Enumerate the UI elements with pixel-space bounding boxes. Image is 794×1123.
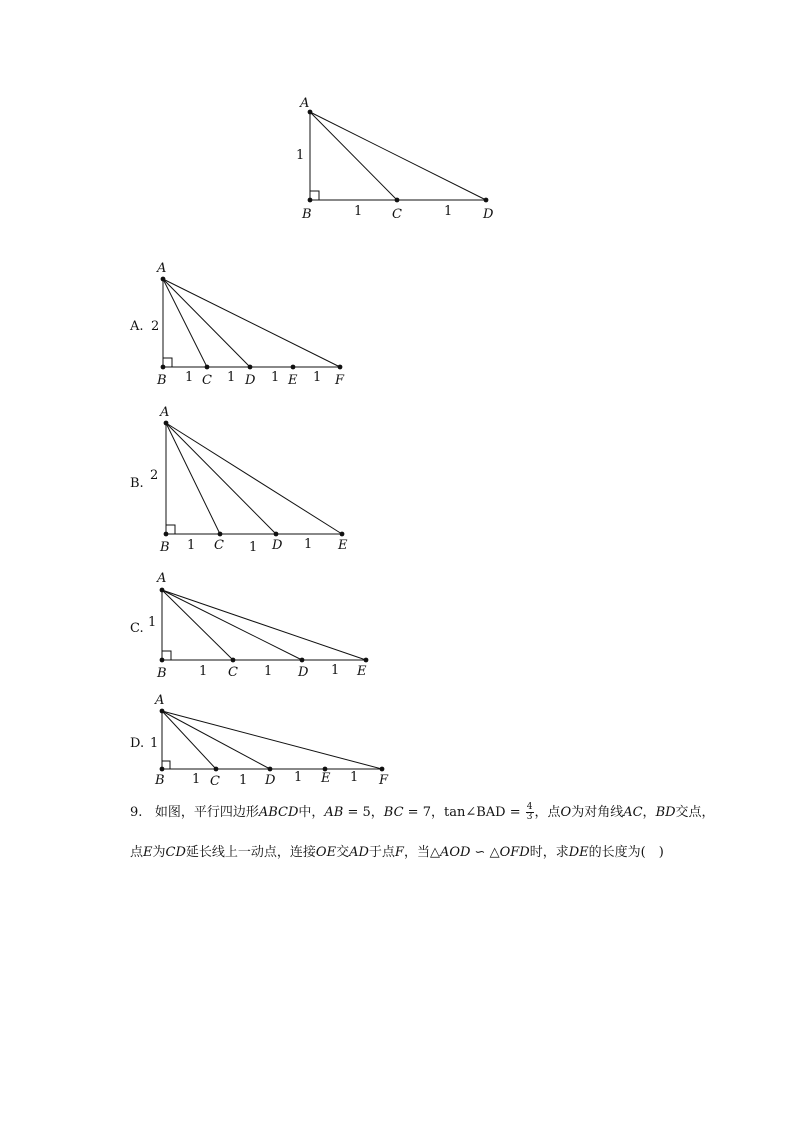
option-b-point-c xyxy=(218,532,223,537)
math-ad: AD xyxy=(349,845,369,860)
option-d-length-bc: 1 xyxy=(192,772,201,787)
option-d-length-ef: 1 xyxy=(350,770,359,785)
option-c-label-e: E xyxy=(357,664,367,679)
option-a-label-b: B xyxy=(157,373,167,388)
option-a-label-a: A xyxy=(157,261,167,276)
math-ofd: OFD xyxy=(499,845,530,860)
question-text: = 7， xyxy=(403,805,444,820)
math-f: F xyxy=(394,845,404,860)
math-bc: BC xyxy=(383,805,404,820)
question-text: 的长度为( ) xyxy=(588,845,664,860)
option-d-label-b: B xyxy=(155,773,165,788)
option-d-length-de: 1 xyxy=(294,770,303,785)
question-text: 交 xyxy=(336,845,350,860)
option-a-length-de: 1 xyxy=(271,370,280,385)
option-b-label: B. xyxy=(130,476,144,491)
question-text: 如图，平行四边形 xyxy=(154,805,259,820)
option-b-point-a xyxy=(164,421,169,426)
math-bd: BD xyxy=(655,805,676,820)
option-b-label-a: A xyxy=(160,405,170,420)
option-c-segment-ae xyxy=(162,590,366,660)
main-label-d: D xyxy=(483,207,494,222)
option-c-label-d: D xyxy=(298,665,309,680)
fraction xyxy=(526,803,534,822)
main-length-bc: 1 xyxy=(354,204,363,219)
math-e: E xyxy=(143,845,153,860)
question-text: 为 xyxy=(152,845,166,860)
option-c-point-e xyxy=(364,658,369,663)
option-b-length-cd: 1 xyxy=(249,540,258,555)
option-b-label-d: D xyxy=(272,538,283,553)
option-d-label-d: D xyxy=(265,773,276,788)
option-d-label-c: C xyxy=(210,774,220,789)
main-length-ab: 1 xyxy=(296,148,305,163)
option-b-segment-ad xyxy=(166,423,276,534)
option-d-segment-af xyxy=(162,711,382,769)
question-number: 9. xyxy=(130,805,143,820)
main-point-c xyxy=(395,198,400,203)
option-d-length-cd: 1 xyxy=(239,773,248,788)
question-text: 时，求 xyxy=(529,845,569,860)
option-c-label-b: B xyxy=(157,666,167,681)
option-a-label-d: D xyxy=(245,373,256,388)
option-a-point-b xyxy=(161,365,166,370)
option-a-point-e xyxy=(291,365,296,370)
option-a-point-c xyxy=(205,365,210,370)
option-a-segment-af xyxy=(163,279,340,367)
question-text: 于点 xyxy=(368,845,395,860)
option-a-label-f: F xyxy=(335,373,345,388)
option-a-length-ef: 1 xyxy=(313,370,322,385)
option-b-figure xyxy=(166,423,342,534)
option-c-figure xyxy=(162,590,366,660)
option-c-length-de: 1 xyxy=(331,663,340,678)
option-a-label-c: C xyxy=(202,373,212,388)
option-c-length-cd: 1 xyxy=(264,664,273,679)
option-b-point-b xyxy=(164,532,169,537)
math-cd: CD xyxy=(165,845,186,860)
option-c-length-bc: 1 xyxy=(199,664,208,679)
option-b-length-ab: 2 xyxy=(150,468,159,483)
option-a-length-bc: 1 xyxy=(185,370,194,385)
math-de: DE xyxy=(568,845,589,860)
option-c-label-c: C xyxy=(228,665,238,680)
option-d-figure xyxy=(162,711,382,769)
option-c-point-a xyxy=(160,588,165,593)
question-line-1 xyxy=(130,803,730,823)
option-b-point-d xyxy=(274,532,279,537)
main-segment-ac xyxy=(310,112,397,200)
option-c-segment-ad xyxy=(162,590,302,660)
question-text: ∽ △ xyxy=(470,845,500,860)
option-b-label-b: B xyxy=(160,540,170,555)
question-text: 延长线上一动点，连接 xyxy=(185,845,316,860)
main-point-b xyxy=(308,198,313,203)
question-text: ， xyxy=(642,805,656,820)
main-label-a: A xyxy=(300,96,310,111)
option-d-label: D. xyxy=(130,736,145,751)
option-c-segment-ac xyxy=(162,590,233,660)
question-text: 交点， xyxy=(675,805,715,820)
option-c-point-c xyxy=(231,658,236,663)
option-a-point-d xyxy=(248,365,253,370)
option-c-point-d xyxy=(300,658,305,663)
question-line-2 xyxy=(130,843,730,863)
option-b-label-c: C xyxy=(214,538,224,553)
option-d-segment-ac xyxy=(162,711,216,769)
option-d-point-c xyxy=(214,767,219,772)
option-d-point-d xyxy=(268,767,273,772)
fraction-denominator: 3 xyxy=(526,812,533,822)
option-a-label-e: E xyxy=(288,373,298,388)
option-a-length-cd: 1 xyxy=(227,370,236,385)
question-text: = 5， xyxy=(343,805,384,820)
main-point-d xyxy=(484,198,489,203)
option-d-point-a xyxy=(160,709,165,714)
option-a-figure xyxy=(163,279,340,367)
math-o: O xyxy=(560,805,572,820)
question-text: 中， xyxy=(298,805,325,820)
option-d-point-f xyxy=(380,767,385,772)
option-b-length-de: 1 xyxy=(304,537,313,552)
question-text: ，点 xyxy=(534,805,561,820)
option-c-label: C. xyxy=(130,621,144,636)
option-a-segment-ac xyxy=(163,279,207,367)
fraction-numerator: 4 xyxy=(526,802,533,812)
question-text: = xyxy=(505,805,525,820)
main-length-cd: 1 xyxy=(444,204,453,219)
math-tan-bad: tan∠BAD xyxy=(443,805,506,820)
option-d-point-b xyxy=(160,767,165,772)
main-segment-ad xyxy=(310,112,486,200)
option-a-label: A. xyxy=(130,319,144,334)
question-text: ，当△ xyxy=(403,845,440,860)
option-d-label-f: F xyxy=(379,773,389,788)
option-b-segment-ae xyxy=(166,423,342,534)
option-d-segment-ad xyxy=(162,711,270,769)
option-b-length-bc: 1 xyxy=(187,538,196,553)
option-d-label-e: E xyxy=(321,771,331,786)
option-b-point-e xyxy=(340,532,345,537)
option-b-label-e: E xyxy=(338,538,348,553)
option-c-label-a: A xyxy=(157,571,167,586)
option-a-segment-ad xyxy=(163,279,250,367)
question-text: 点 xyxy=(130,845,144,860)
math-ab: AB xyxy=(324,805,344,820)
question-text: 为对角线 xyxy=(571,805,624,820)
option-a-point-a xyxy=(161,277,166,282)
main-figure xyxy=(310,112,486,200)
option-c-length-ab: 1 xyxy=(148,615,157,630)
math-abcd: ABCD xyxy=(258,805,299,820)
option-a-length-ab: 2 xyxy=(151,319,160,334)
option-d-length-ab: 1 xyxy=(150,736,159,751)
main-label-b: B xyxy=(302,207,312,222)
option-a-point-f xyxy=(338,365,343,370)
option-c-point-b xyxy=(160,658,165,663)
math-ac: AC xyxy=(623,805,643,820)
option-d-label-a: A xyxy=(155,693,165,708)
math-aod: AOD xyxy=(439,845,471,860)
math-oe: OE xyxy=(315,845,337,860)
main-label-c: C xyxy=(392,207,402,222)
